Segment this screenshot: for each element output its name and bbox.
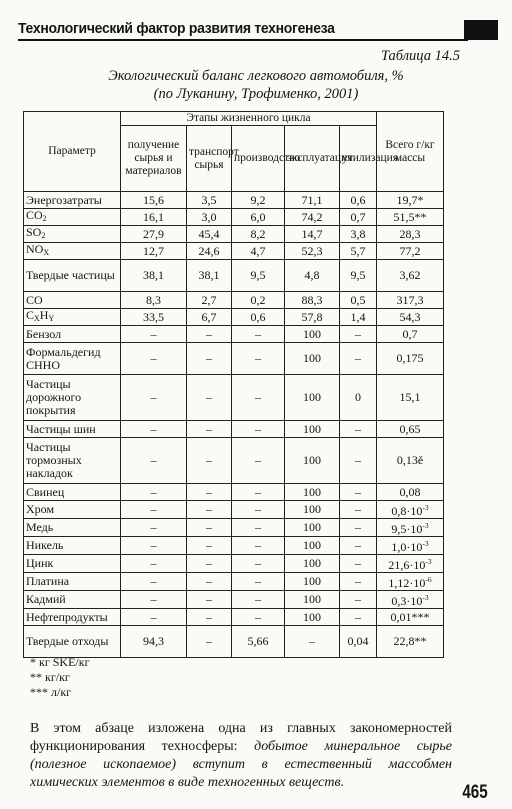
value-cell: 57,8 — [285, 309, 340, 326]
total-cell: 28,3 — [377, 226, 444, 243]
value-cell: 6,7 — [187, 309, 232, 326]
param-cell: Частицы дорожного покрытия — [24, 375, 121, 421]
param-cell: Энергозатраты — [24, 192, 121, 209]
total-cell: 317,3 — [377, 292, 444, 309]
table-row — [24, 609, 444, 626]
table-row — [24, 438, 444, 484]
value-cell: – — [232, 555, 285, 573]
table-row — [24, 309, 444, 326]
value-cell: – — [187, 537, 232, 555]
value-cell: 74,2 — [285, 209, 340, 226]
value-cell: – — [187, 591, 232, 609]
table-row — [24, 343, 444, 375]
total-cell: 15,1 — [377, 375, 444, 421]
value-cell: 100 — [285, 343, 340, 375]
total-cell: 0,65 — [377, 421, 444, 438]
value-cell: – — [340, 555, 377, 573]
value-cell: 4,8 — [285, 260, 340, 292]
param-cell: $C_XH_Y$ — [24, 309, 121, 326]
value-cell: – — [340, 519, 377, 537]
running-header-title: Технологический фактор развития техногенеза — [18, 20, 335, 37]
value-cell: 100 — [285, 501, 340, 519]
eco-balance-table — [23, 111, 444, 658]
value-cell: – — [340, 501, 377, 519]
table-row — [24, 292, 444, 309]
value-cell: 45,4 — [187, 226, 232, 243]
value-cell: – — [285, 626, 340, 658]
param-cell: Бензол — [24, 326, 121, 343]
table-row — [24, 243, 444, 260]
param-cell: Нефтепродукты — [24, 609, 121, 626]
value-cell: – — [340, 343, 377, 375]
value-cell: – — [121, 609, 187, 626]
paragraph-plain-text: В этом абзаце изложена одна из главных закономерностей функционирования техносферы: — [30, 721, 452, 754]
value-cell: 88,3 — [285, 292, 340, 309]
value-cell: – — [340, 484, 377, 501]
value-cell: – — [187, 375, 232, 421]
value-cell: 100 — [285, 609, 340, 626]
value-cell: 5,7 — [340, 243, 377, 260]
value-cell: – — [232, 343, 285, 375]
value-cell: – — [187, 609, 232, 626]
value-cell: 3,0 — [187, 209, 232, 226]
table-row — [24, 501, 444, 519]
value-cell: – — [121, 573, 187, 591]
param-cell: Формальдегид СННО — [24, 343, 121, 375]
value-cell: – — [340, 573, 377, 591]
value-cell: 33,5 — [121, 309, 187, 326]
value-cell: – — [187, 519, 232, 537]
value-cell: 24,6 — [187, 243, 232, 260]
total-cell: $9,5\cdot 10^{-3}$ — [377, 519, 444, 537]
value-cell: 38,1 — [121, 260, 187, 292]
param-cell: Хром — [24, 501, 121, 519]
table-source: (по Луканину, Трофименко, 2001) — [153, 86, 359, 102]
param-cell: Медь — [24, 519, 121, 537]
table-row — [24, 519, 444, 537]
footnote: ** кг/кг — [30, 670, 70, 684]
table-row — [24, 326, 444, 343]
value-cell: – — [121, 555, 187, 573]
value-cell: – — [340, 609, 377, 626]
total-cell: 0,13ě — [377, 438, 444, 484]
footnote: *** л/кг — [30, 685, 72, 699]
total-cell: $1,12\cdot 10^{-6}$ — [377, 573, 444, 591]
value-cell: – — [121, 591, 187, 609]
value-cell: 100 — [285, 537, 340, 555]
value-cell: 0,2 — [232, 292, 285, 309]
value-cell: – — [121, 438, 187, 484]
paragraph-italic-text: добытое минеральное сырье (полезное ископаемое) вступит в естественный массобмен химических элементов в виде техногенных веществ. — [30, 739, 452, 790]
total-cell: 0,08 — [377, 484, 444, 501]
value-cell: 52,3 — [285, 243, 340, 260]
value-cell: – — [121, 484, 187, 501]
value-cell: 100 — [285, 484, 340, 501]
param-cell: Платина — [24, 573, 121, 591]
value-cell: – — [187, 626, 232, 658]
total-header: Всего г/кг массы — [377, 112, 444, 192]
value-cell: 12,7 — [121, 243, 187, 260]
value-cell: – — [232, 609, 285, 626]
value-cell: 14,7 — [285, 226, 340, 243]
value-cell: – — [340, 421, 377, 438]
value-cell: – — [232, 537, 285, 555]
stage-header: получение сырья и материалов — [121, 126, 187, 192]
value-cell: – — [187, 326, 232, 343]
table-number: Таблица 14.5 — [381, 48, 460, 64]
value-cell: 0,6 — [232, 309, 285, 326]
value-cell: 0,6 — [340, 192, 377, 209]
stage-header: транспорт сырья — [187, 126, 232, 192]
value-cell: – — [232, 484, 285, 501]
table-row — [24, 626, 444, 658]
value-cell: – — [232, 519, 285, 537]
value-cell: 100 — [285, 326, 340, 343]
param-cell: Цинк — [24, 555, 121, 573]
value-cell: 5,66 — [232, 626, 285, 658]
value-cell: – — [340, 591, 377, 609]
table-title: Экологический баланс легкового автомобиля, % — [108, 68, 404, 84]
table-row — [24, 484, 444, 501]
table-row — [24, 192, 444, 209]
param-cell: CO — [24, 292, 121, 309]
footnotes — [30, 655, 90, 700]
total-cell: 22,8** — [377, 626, 444, 658]
total-cell: 54,3 — [377, 309, 444, 326]
param-cell: $NO_X$ — [24, 243, 121, 260]
param-cell: Свинец — [24, 484, 121, 501]
stages-header: Этапы жизненного цикла — [121, 112, 377, 126]
body-paragraph — [30, 720, 452, 792]
value-cell: – — [187, 421, 232, 438]
running-header — [18, 20, 498, 42]
total-cell: 3,62 — [377, 260, 444, 292]
table-row — [24, 573, 444, 591]
param-header: Параметр — [24, 112, 121, 192]
value-cell: – — [340, 438, 377, 484]
stage-header: производство — [232, 126, 285, 192]
table-row — [24, 226, 444, 243]
param-cell: Твердые отходы — [24, 626, 121, 658]
param-cell: Кадмий — [24, 591, 121, 609]
value-cell: 9,5 — [232, 260, 285, 292]
stage-header: эксплуатация — [285, 126, 340, 192]
param-cell: Частицы тормозных накладок — [24, 438, 121, 484]
value-cell: 15,6 — [121, 192, 187, 209]
value-cell: 100 — [285, 421, 340, 438]
value-cell: 2,7 — [187, 292, 232, 309]
value-cell: 3,8 — [340, 226, 377, 243]
total-cell: 0,7 — [377, 326, 444, 343]
value-cell: 6,0 — [232, 209, 285, 226]
value-cell: – — [187, 438, 232, 484]
value-cell: 38,1 — [187, 260, 232, 292]
value-cell: 100 — [285, 438, 340, 484]
page-number: 465 — [462, 782, 488, 803]
table-body — [24, 192, 444, 658]
table-row — [24, 209, 444, 226]
value-cell: 100 — [285, 519, 340, 537]
header-rule — [18, 39, 468, 41]
value-cell: – — [187, 484, 232, 501]
value-cell: – — [340, 326, 377, 343]
value-cell: – — [232, 438, 285, 484]
value-cell: 8,3 — [121, 292, 187, 309]
total-cell: $21,6\cdot 10^{-3}$ — [377, 555, 444, 573]
table-row — [24, 555, 444, 573]
total-cell: 0,175 — [377, 343, 444, 375]
param-cell: $SO_2$ — [24, 226, 121, 243]
value-cell: – — [232, 501, 285, 519]
value-cell: 100 — [285, 555, 340, 573]
value-cell: 1,4 — [340, 309, 377, 326]
value-cell: 3,5 — [187, 192, 232, 209]
value-cell: 71,1 — [285, 192, 340, 209]
table-row — [24, 260, 444, 292]
value-cell: 100 — [285, 573, 340, 591]
table-row — [24, 421, 444, 438]
value-cell: – — [232, 421, 285, 438]
param-cell: $CO_2$ — [24, 209, 121, 226]
value-cell: – — [121, 343, 187, 375]
value-cell: – — [187, 573, 232, 591]
value-cell: 0,5 — [340, 292, 377, 309]
value-cell: 16,1 — [121, 209, 187, 226]
value-cell: – — [187, 501, 232, 519]
param-cell: Частицы шин — [24, 421, 121, 438]
total-cell: $0,8\cdot 10^{-3}$ — [377, 501, 444, 519]
value-cell: 100 — [285, 591, 340, 609]
stage-header: утилизация — [340, 126, 377, 192]
value-cell: 0 — [340, 375, 377, 421]
value-cell: 0,04 — [340, 626, 377, 658]
value-cell: – — [232, 591, 285, 609]
table-row — [24, 591, 444, 609]
value-cell: – — [121, 421, 187, 438]
table-row — [24, 375, 444, 421]
value-cell: – — [232, 326, 285, 343]
value-cell: – — [121, 326, 187, 343]
value-cell: 94,3 — [121, 626, 187, 658]
value-cell: – — [232, 375, 285, 421]
param-cell: Никель — [24, 537, 121, 555]
value-cell: – — [121, 537, 187, 555]
total-cell: 77,2 — [377, 243, 444, 260]
value-cell: – — [340, 537, 377, 555]
total-cell: 19,7* — [377, 192, 444, 209]
value-cell: 9,5 — [340, 260, 377, 292]
value-cell: – — [187, 343, 232, 375]
value-cell: 4,7 — [232, 243, 285, 260]
value-cell: 27,9 — [121, 226, 187, 243]
value-cell: 0,7 — [340, 209, 377, 226]
table-row — [24, 537, 444, 555]
value-cell: 9,2 — [232, 192, 285, 209]
total-cell: $1,0\cdot 10^{-3}$ — [377, 537, 444, 555]
value-cell: – — [121, 375, 187, 421]
param-cell: Твердые частицы — [24, 260, 121, 292]
value-cell: – — [121, 519, 187, 537]
value-cell: – — [232, 573, 285, 591]
value-cell: – — [121, 501, 187, 519]
value-cell: 100 — [285, 375, 340, 421]
value-cell: 8,2 — [232, 226, 285, 243]
header-black-block — [464, 20, 498, 40]
footnote: * кг SKE/кг — [30, 655, 90, 669]
value-cell: – — [187, 555, 232, 573]
total-cell: 0,01*** — [377, 609, 444, 626]
total-cell: $0,3\cdot 10^{-3}$ — [377, 591, 444, 609]
total-cell: 51,5** — [377, 209, 444, 226]
